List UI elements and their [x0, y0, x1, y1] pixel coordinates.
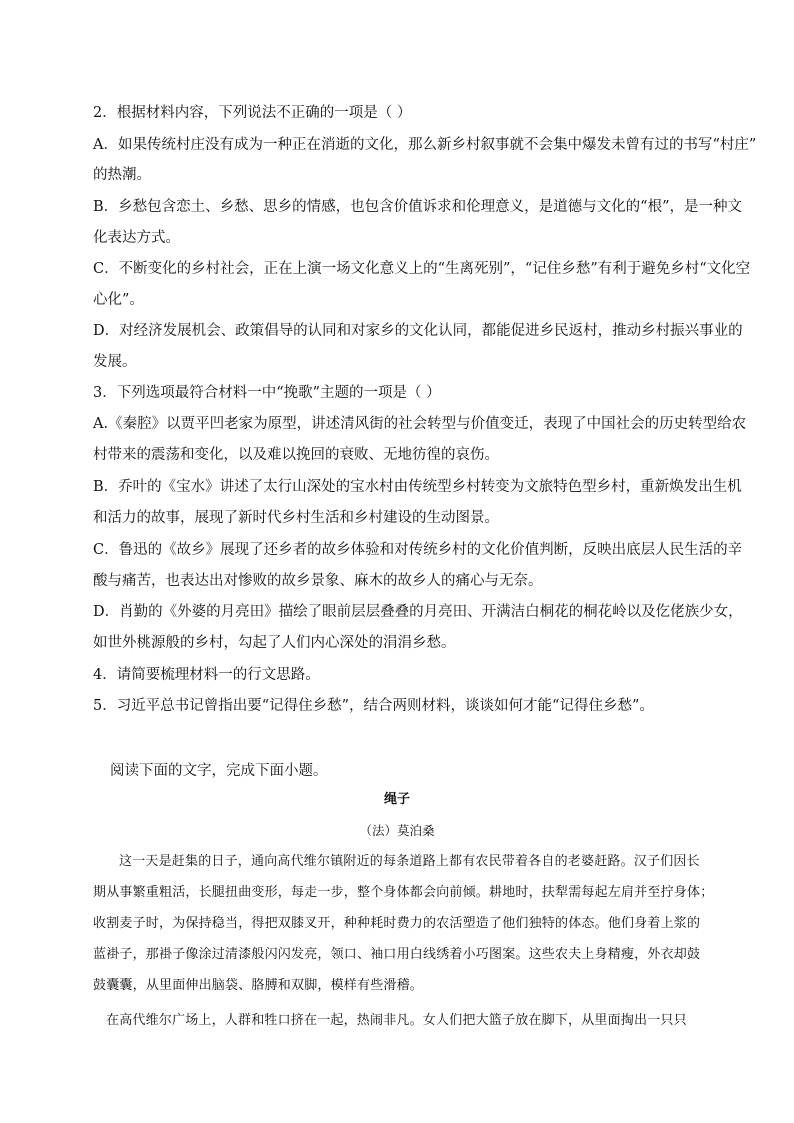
question-5: 5．习近平总书记曾指出要“记得住乡愁”，结合两则材料，谈谈如何才能“记得住乡愁”。 — [93, 698, 654, 714]
story-line: 蓝褂子，那褂子像涂过清漆般闪闪发亮，领口、袖口用白线绣着小巧图案。这些农夫上身精瘦，外衣却鼓 — [93, 947, 701, 962]
story-line: 期从事繁重粗活，长腿扭曲变形，每走一步，整个身体都会向前倾。耕地时，扶犁需每起左肩并至拧身体； — [93, 885, 714, 900]
question-2-option-b: B．乡愁包含恋土、乡愁、思乡的情感，也包含价值诉求和伦理意义，是道德与文化的“根”，是一种文 — [93, 199, 742, 215]
question-3-option-c-cont: 酸与痛苦，也表达出对惨败的故乡景象、麻木的故乡人的痛心与无奈。 — [93, 573, 543, 589]
question-3-option-a-cont: 村带来的震荡和变化，以及难以挽回的衰败、无地彷徨的哀伤。 — [93, 447, 499, 463]
question-3-stem: 3．下列选项最符合材料一中“挽歌”主题的一项是（ ） — [93, 385, 441, 401]
question-3-option-c: C．鲁迅的《故乡》展现了还乡者的故乡体验和对传统乡村的文化价值判断，反映出底层人民生活的辛 — [93, 542, 743, 558]
question-4: 4．请简要梳理材料一的行文思路。 — [93, 667, 320, 683]
question-2-option-c: C．不断变化的乡村社会，正在上演一场文化意义上的“生离死别”，“记住乡愁”有利于避免乡村“文化空 — [93, 261, 751, 277]
question-3-option-d: D．肖勤的《外婆的月亮田》描绘了眼前层层叠叠的月亮田、开满洁白桐花的桐花岭以及仡佬族少女， — [93, 604, 743, 620]
story-line: 在高代维尔广场上，人群和牲口挤在一起，热闹非凡。女人们把大篮子放在脚下，从里面掏出一只只 — [106, 1013, 687, 1028]
question-2-stem: 2．根据材料内容，下列说法不正确的一项是（ ） — [93, 105, 412, 121]
question-2-option-d: D．对经济发展机会、政策倡导的认同和对家乡的文化认同，都能促进乡民返村，推动乡村振兴事业的 — [93, 323, 743, 339]
story-line: 收割麦子时，为保持稳当，得把双膝叉开，种种耗时费力的农活塑造了他们独特的体态。他们身着上浆的 — [93, 916, 701, 931]
story-line: 这一天是赶集的日子，通向高代维尔镇附近的每条道路上都有农民带着各自的老婆赶路。汉子们因长 — [119, 854, 700, 869]
question-3-option-a: A.《秦腔》以贾平凹老家为原型，讲述清风街的社会转型与价值变迁，表现了中国社会的历史转型给农 — [93, 416, 747, 432]
story-line: 鼓囊囊，从里面伸出脑袋、胳膊和双脚，模样有些滑稽。 — [93, 978, 424, 993]
question-2-option-b-cont: 化表达方式。 — [93, 230, 180, 246]
story-title: 绳子 — [383, 792, 410, 807]
question-2-option-a-cont: 的热潮。 — [93, 167, 151, 183]
question-2-option-a: A．如果传统村庄没有成为一种正在消逝的文化，那么新乡村叙事就不会集中爆发未曾有过的书写“村庄” — [93, 137, 757, 153]
question-3-option-b: B．乔叶的《宝水》讲述了太行山深处的宝水村由传统型乡村转变为文旅特色型乡村，重新焕发出生机 — [93, 479, 742, 495]
question-3-option-d-cont: 如世外桃源般的乡村，勾起了人们内心深处的涓涓乡愁。 — [93, 635, 456, 651]
question-3-option-b-cont: 和活力的故事，展现了新时代乡村生活和乡村建设的生动图景。 — [93, 510, 499, 526]
question-2-option-c-cont: 心化”。 — [93, 292, 144, 308]
story-author: （法）莫泊桑 — [359, 823, 435, 838]
reading-instruction: 阅读下面的文字，完成下面小题。 — [110, 763, 328, 779]
question-2-option-d-cont: 发展。 — [93, 354, 137, 370]
